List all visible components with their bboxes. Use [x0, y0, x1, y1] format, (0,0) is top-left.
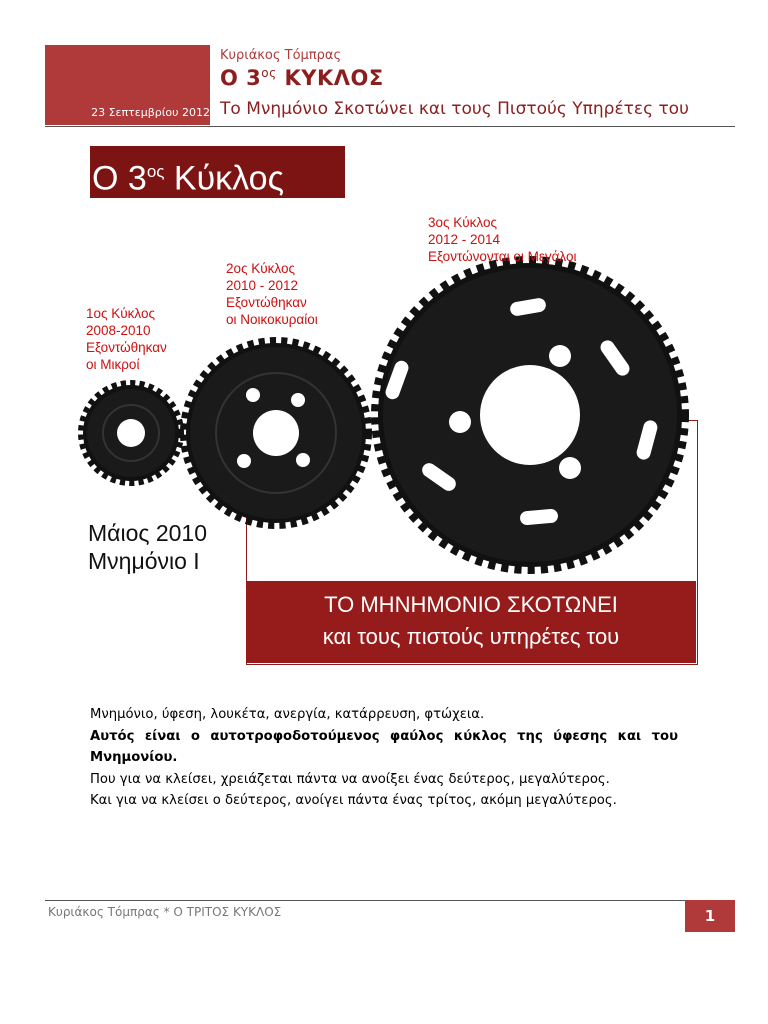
memorandum-label: Μάιος 2010 Μνημόνιο Ι: [88, 520, 207, 574]
body-paragraph: Μνημόνιο, ύφεση, λουκέτα, ανεργία, κατάρρευση, φτώχεια.: [90, 707, 485, 722]
header-date: 23 Σεπτεμβρίου 2012: [91, 106, 210, 119]
header-author: Κυριάκος Τόμπρας: [220, 48, 342, 63]
cycle-2-caption: 2ος Κύκλος 2010 - 2012 Εξοντώθηκαν οι Νοικοκυραίοι: [226, 261, 318, 327]
header-subtitle: Το Μνημόνιο Σκοτώνει και τους Πιστούς Υπηρέτες του: [220, 99, 689, 119]
body-paragraph: Που για να κλείσει, χρειάζεται πάντα να ανοίξει ένας δεύτερος, μεγαλύτερος.: [90, 771, 610, 787]
footer-divider: [45, 900, 735, 901]
cycle-1-caption: 1ος Κύκλος 2008-2010 Εξοντώθηκαν οι Μικροί: [86, 306, 167, 372]
cycle-3-caption: 3ος Κύκλος 2012 - 2014 Εξοντώνονται οι Μεγάλοι: [428, 215, 577, 264]
figure-title: Ο $3^{o\varsigma}$ Κύκλος: [92, 159, 284, 198]
header-title: Ο $3^{o\varsigma}$ ΚΥΚΛΟΣ: [220, 66, 384, 90]
small-gear-icon: [83, 385, 179, 481]
footer-text: Κυριάκος Τόμπρας * Ο ΤΡΙΤΟΣ ΚΥΚΛΟΣ: [48, 905, 282, 919]
page-number: 1: [685, 900, 735, 932]
medium-gear-icon: [186, 343, 366, 523]
body-paragraph: Και για να κλείσει ο δεύτερος, ανοίγει πάντα ένας τρίτος, ακόμη μεγαλύτερος.: [90, 793, 617, 808]
body-paragraph-bold: Αυτός είναι ο αυτοτροφοδοτούμενος φαύλος κύκλος της ύφεσης και του Μνημονίου.: [90, 728, 678, 765]
body-text: [90, 704, 678, 812]
large-gear-icon: [378, 263, 682, 567]
figure-banner: ΤΟ ΜΗΝΗΜΟΝΙΟ ΣΚΟΤΩΝΕΙ και τους πιστούς υπηρέτες του: [246, 581, 696, 663]
